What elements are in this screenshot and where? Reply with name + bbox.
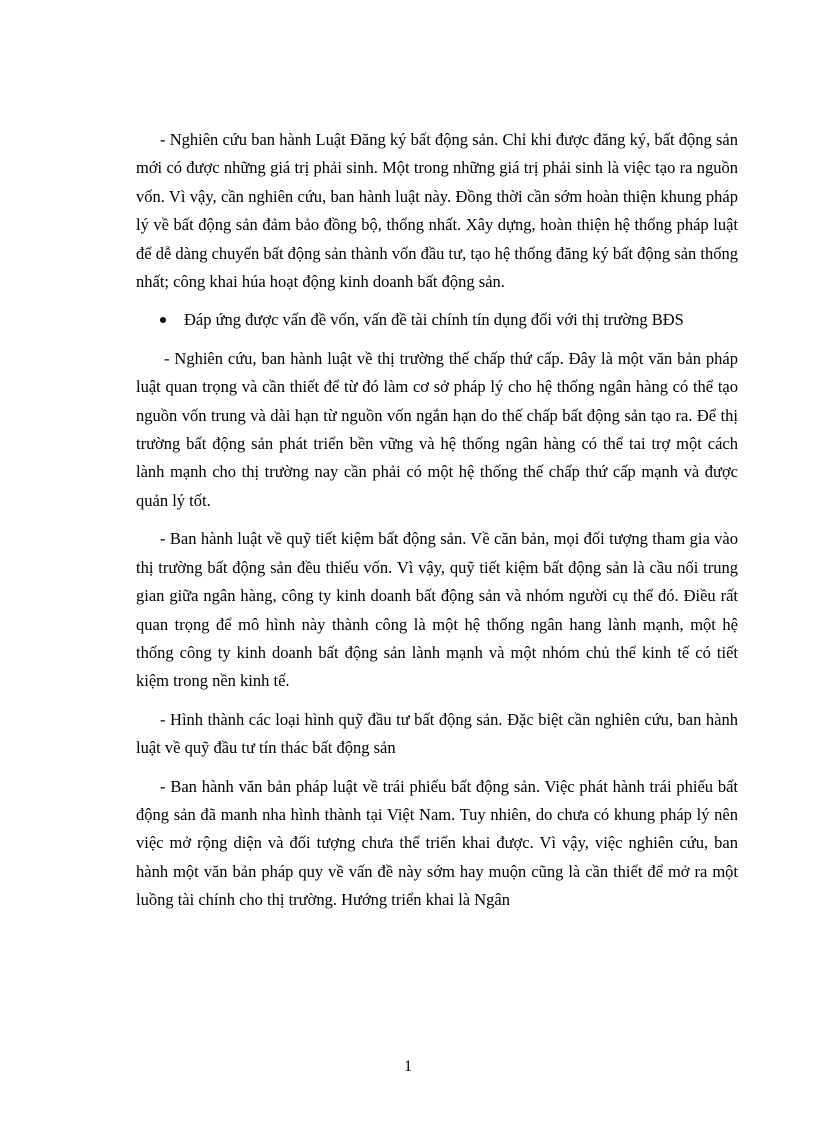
paragraph-secondary-mortgage-law: - Nghiên cứu, ban hành luật về thị trường thế chấp thứ cấp. Đây là một văn bản pháp luật quan trọng và cần thiết để từ đó làm cơ sở pháp lý cho hệ thống ngân hàng có thể tạo nguồn vốn trung và dài hạn từ nguồn vốn ngắn hạn do thế chấp bất động sản tạo ra. Để thị trường bất động sản phát triển bền vững và hệ thống ngân hàng có thể tai trợ một cách lành mạnh cho thị trường nay cần phải có một hệ thống thế chấp thứ cấp mạnh và được quản lý tốt. (136, 348, 738, 510)
page-number: 1 (404, 1058, 412, 1075)
paragraph-real-estate-bonds: - Ban hành văn bản pháp luật về trái phiếu bất động sản. Việc phát hành trái phiếu bất động sản đã manh nha hình thành tại Việt Nam. Tuy nhiên, do chưa có khung pháp lý nên việc mở rộng diện và đối tượng chưa thể triển khai được. Vì vậy, việc nghiên cứu, ban hành một văn bản pháp quy về vấn đề này sớm hay muộn cũng là cần thiết để mở ra một luồng tài chính cho thị trường. Hướng triển khai là Ngân (136, 776, 738, 910)
bullet-item-text: Đáp ứng được vấn đề vốn, vấn đề tài chính tín dụng đối với thị trường BĐS (184, 310, 684, 330)
paragraph-investment-funds: - Hình thành các loại hình quỹ đầu tư bất động sản. Đặc biệt cần nghiên cứu, ban hành luật về quỹ đầu tư tín thác bất động sản (136, 709, 738, 758)
bullet-item (136, 306, 738, 334)
bullet-dot-icon (160, 317, 166, 323)
paragraph-savings-fund-law: - Ban hành luật về quỹ tiết kiệm bất động sản. Về căn bản, mọi đối tượng tham gia vào thị trường bất động sản đều thiếu vốn. Vì vậy, quỹ tiết kiệm bất động sản là cầu nối trung gian giữa ngân hàng, công ty kinh doanh bất động sản và nhóm người cụ thể đó. Điều rất quan trọng để mô hình này thành công là một hệ thống ngân hang lành mạnh, một hệ thống công ty kinh doanh bất động sản lành mạnh và một nhóm chủ thể kinh tế có tiết kiệm trong nền kinh tế. (136, 529, 738, 691)
paragraph-land-registration-law: - Nghiên cứu ban hành Luật Đăng ký bất động sản. Chỉ khi được đăng ký, bất động sản mới có được những giá trị phải sinh. Một trong những giá trị phải sinh là việc tạo ra nguồn vốn. Vì vậy, cần nghiên cứu, ban hành luật này. Đồng thời cần sớm hoàn thiện khung pháp lý về bất động sản đảm bảo đồng bộ, thống nhất. Xây dựng, hoàn thiện hệ thống pháp luật để dễ dàng chuyển bất động sản thành vốn đầu tư, tạo hệ thống đăng ký bất động sản thống nhất; công khai húa hoạt động kinh doanh bất động sản. (136, 130, 738, 292)
document-body (136, 126, 738, 915)
